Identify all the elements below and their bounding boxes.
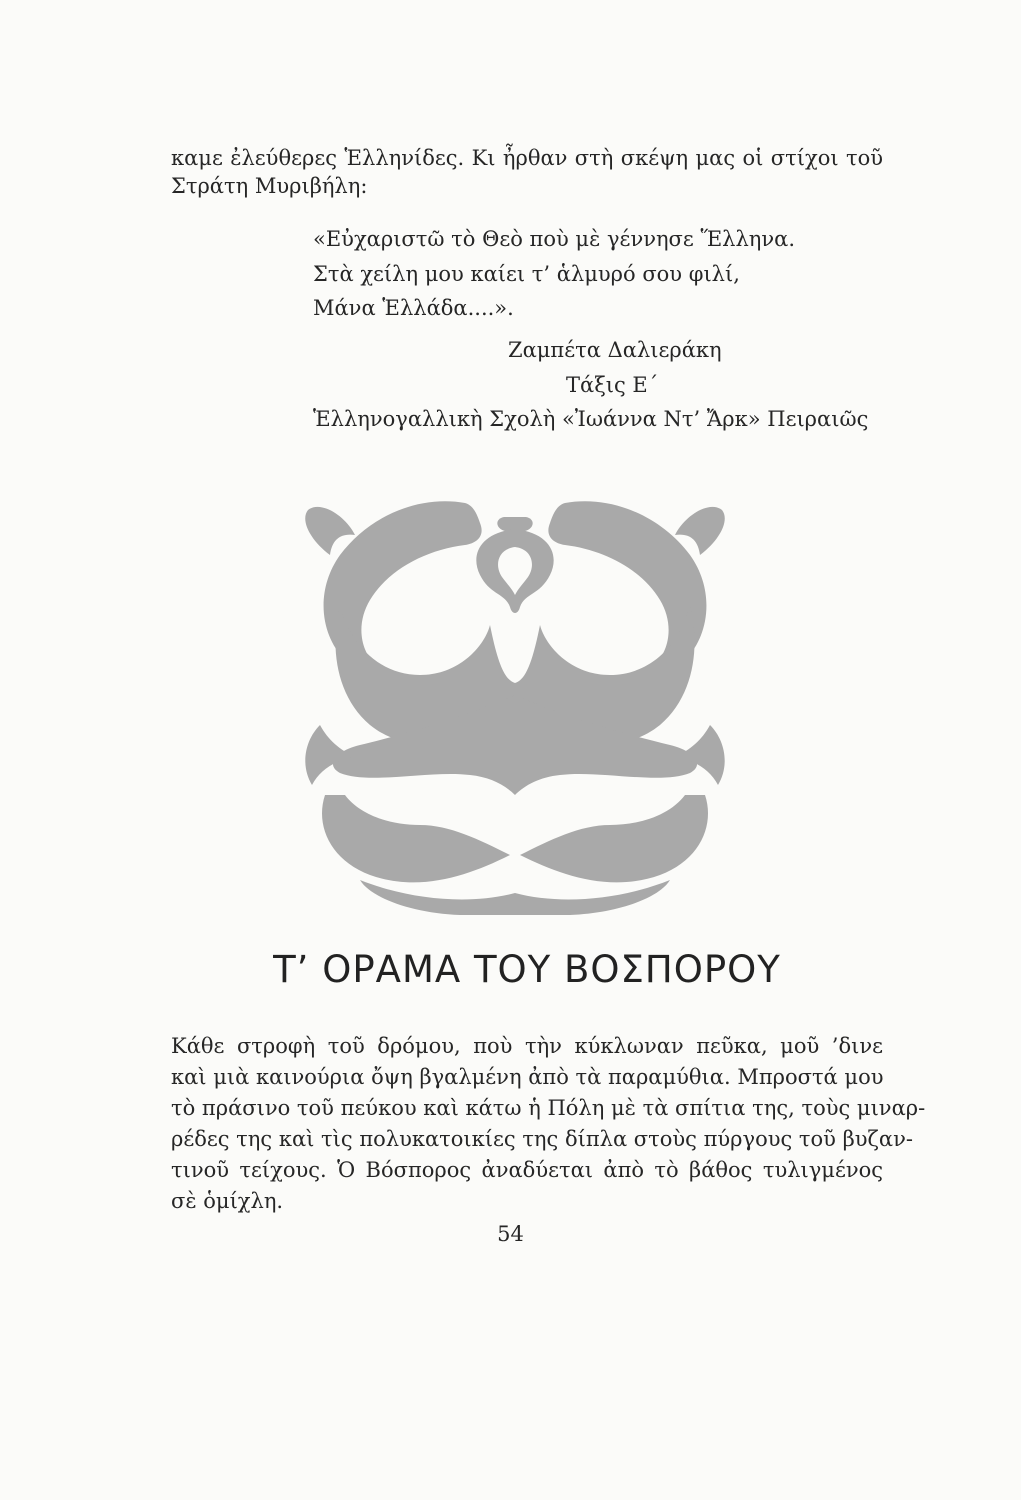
poem-line: «Εὐχαριστῶ τὸ Θεὸ ποὺ μὲ γέννησε Ἕλληνα. [313, 227, 795, 251]
author-name: Ζαμπέτα Δαλιεράκη [508, 338, 722, 362]
paragraph-line: ρέδες της καὶ τὶς πολυκατοικίες της δίπλα στοὺς πύργους τοῦ βυζαν- [171, 1127, 913, 1151]
class-label: Τάξις Ε΄ [566, 373, 659, 397]
paragraph-line: τινοῦ τείχους. Ὁ Βόσπορος ἀναδύεται ἀπὸ τὸ βάθος τυλιγμένος [171, 1158, 883, 1182]
paragraph-line: τὸ πράσινο τοῦ πεύκου καὶ κάτω ἡ Πόλη μὲ τὰ σπίτια της, τοὺς μιναρ- [171, 1096, 926, 1120]
paragraph-line: καμε ἐλεύθερες Ἑλληνίδες. Κι ἦρθαν στὴ σκέψη μας οἱ στίχοι τοῦ [171, 146, 883, 170]
paragraph-line: σὲ ὁμίχλη. [171, 1189, 284, 1213]
poem-line: Μάνα Ἑλλάδα....». [313, 296, 514, 320]
poem-line: Στὰ χείλη μου καίει τ’ ἁλμυρό σου φιλί, [313, 262, 740, 286]
floral-ornament-icon [300, 495, 730, 915]
section-title: Τ’ ΟΡΑΜΑ ΤΟΥ ΒΟΣΠΟΡΟΥ [273, 948, 781, 991]
paragraph-line: Κάθε στροφὴ τοῦ δρόμου, ποὺ τὴν κύκλωναν πεῦκα, μοῦ ’δινε [171, 1034, 883, 1058]
paragraph-line: καὶ μιὰ καινούρια ὄψη βγαλμένη ἀπὸ τὰ παραμύθια. Μπροστά μου [171, 1065, 884, 1089]
page-number: 54 [497, 1222, 524, 1246]
school-name: Ἑλληνογαλλικὴ Σχολὴ «Ἰωάννα Ντ’ Ἄρκ» Πειραιῶς [313, 407, 869, 431]
paragraph-line: Στράτη Μυριβήλη: [171, 174, 368, 198]
